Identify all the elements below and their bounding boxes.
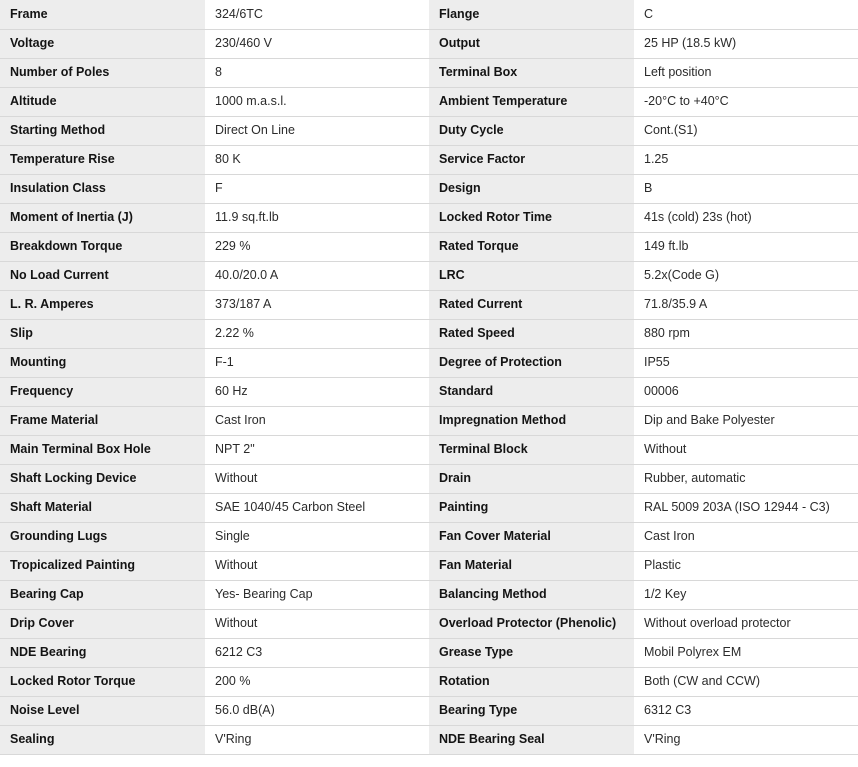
spec-value: Single <box>205 522 429 551</box>
spec-label: Flange <box>429 0 634 29</box>
spec-value: NPT 2" <box>205 435 429 464</box>
spec-table-right-body <box>429 0 858 754</box>
spec-value: F-1 <box>205 348 429 377</box>
spec-row <box>0 348 429 377</box>
spec-label: NDE Bearing <box>0 638 205 667</box>
spec-value: 25 HP (18.5 kW) <box>634 29 858 58</box>
spec-row <box>429 638 858 667</box>
spec-row <box>0 29 429 58</box>
spec-row <box>429 232 858 261</box>
spec-row <box>0 319 429 348</box>
spec-row <box>429 261 858 290</box>
spec-value: Without <box>634 435 858 464</box>
spec-label: Main Terminal Box Hole <box>0 435 205 464</box>
spec-label: Frame <box>0 0 205 29</box>
spec-row <box>0 0 429 29</box>
spec-row <box>429 87 858 116</box>
spec-row <box>0 696 429 725</box>
spec-row <box>0 580 429 609</box>
spec-label: Grease Type <box>429 638 634 667</box>
spec-value: Without overload protector <box>634 609 858 638</box>
spec-label: Overload Protector (Phenolic) <box>429 609 634 638</box>
spec-label: Frame Material <box>0 406 205 435</box>
spec-value: 200 % <box>205 667 429 696</box>
spec-value: F <box>205 174 429 203</box>
spec-label: Number of Poles <box>0 58 205 87</box>
spec-value: RAL 5009 203A (ISO 12944 - C3) <box>634 493 858 522</box>
spec-value: V'Ring <box>634 725 858 754</box>
spec-label: Bearing Cap <box>0 580 205 609</box>
spec-label: Fan Cover Material <box>429 522 634 551</box>
spec-label: Fan Material <box>429 551 634 580</box>
spec-label: NDE Bearing Seal <box>429 725 634 754</box>
spec-row <box>0 87 429 116</box>
spec-value: 6212 C3 <box>205 638 429 667</box>
spec-row <box>429 464 858 493</box>
spec-label: Grounding Lugs <box>0 522 205 551</box>
spec-value: Cast Iron <box>634 522 858 551</box>
spec-value: Left position <box>634 58 858 87</box>
spec-row <box>0 406 429 435</box>
spec-value: 1000 m.a.s.l. <box>205 87 429 116</box>
spec-table-left <box>0 0 429 755</box>
spec-row <box>429 145 858 174</box>
spec-label: Voltage <box>0 29 205 58</box>
spec-row <box>429 290 858 319</box>
spec-label: Design <box>429 174 634 203</box>
spec-label: Noise Level <box>0 696 205 725</box>
spec-column-right <box>429 0 858 755</box>
spec-value: 229 % <box>205 232 429 261</box>
spec-value: 880 rpm <box>634 319 858 348</box>
spec-value: 80 K <box>205 145 429 174</box>
spec-value: Plastic <box>634 551 858 580</box>
spec-value: Both (CW and CCW) <box>634 667 858 696</box>
spec-row <box>0 522 429 551</box>
spec-row <box>429 377 858 406</box>
spec-label: Rated Current <box>429 290 634 319</box>
spec-column-left <box>0 0 429 755</box>
spec-row <box>429 522 858 551</box>
spec-value: Without <box>205 464 429 493</box>
spec-label: Slip <box>0 319 205 348</box>
spec-label: Rated Speed <box>429 319 634 348</box>
spec-row <box>429 203 858 232</box>
spec-value: Without <box>205 609 429 638</box>
spec-value: Cont.(S1) <box>634 116 858 145</box>
spec-row <box>0 551 429 580</box>
spec-value: SAE 1040/45 Carbon Steel <box>205 493 429 522</box>
spec-label: Service Factor <box>429 145 634 174</box>
spec-label: Terminal Block <box>429 435 634 464</box>
spec-value: Direct On Line <box>205 116 429 145</box>
spec-row <box>0 174 429 203</box>
spec-label: Moment of Inertia (J) <box>0 203 205 232</box>
spec-label: Terminal Box <box>429 58 634 87</box>
spec-row <box>0 493 429 522</box>
spec-row <box>0 116 429 145</box>
spec-value: Cast Iron <box>205 406 429 435</box>
spec-value: 56.0 dB(A) <box>205 696 429 725</box>
spec-table-right <box>429 0 858 755</box>
spec-label: Locked Rotor Time <box>429 203 634 232</box>
spec-table-left-body <box>0 0 429 754</box>
spec-value: 5.2x(Code G) <box>634 261 858 290</box>
spec-value: -20°C to +40°C <box>634 87 858 116</box>
spec-row <box>0 435 429 464</box>
spec-row <box>429 696 858 725</box>
spec-label: Frequency <box>0 377 205 406</box>
spec-value: 60 Hz <box>205 377 429 406</box>
spec-value: 230/460 V <box>205 29 429 58</box>
spec-row <box>0 609 429 638</box>
spec-row <box>429 551 858 580</box>
spec-value: 71.8/35.9 A <box>634 290 858 319</box>
spec-label: Mounting <box>0 348 205 377</box>
spec-row <box>429 667 858 696</box>
spec-row <box>0 725 429 754</box>
spec-row <box>0 638 429 667</box>
spec-label: Ambient Temperature <box>429 87 634 116</box>
spec-label: Output <box>429 29 634 58</box>
spec-value: Mobil Polyrex EM <box>634 638 858 667</box>
spec-value: 00006 <box>634 377 858 406</box>
spec-value: B <box>634 174 858 203</box>
spec-label: Shaft Material <box>0 493 205 522</box>
spec-value: Rubber, automatic <box>634 464 858 493</box>
spec-value: 11.9 sq.ft.lb <box>205 203 429 232</box>
spec-row <box>429 580 858 609</box>
spec-value: 373/187 A <box>205 290 429 319</box>
spec-row <box>0 145 429 174</box>
spec-label: Temperature Rise <box>0 145 205 174</box>
spec-label: Standard <box>429 377 634 406</box>
spec-label: Starting Method <box>0 116 205 145</box>
spec-label: Impregnation Method <box>429 406 634 435</box>
spec-row <box>429 116 858 145</box>
spec-row <box>429 58 858 87</box>
spec-row <box>429 348 858 377</box>
spec-row <box>429 406 858 435</box>
spec-label: Rated Torque <box>429 232 634 261</box>
spec-value: Yes- Bearing Cap <box>205 580 429 609</box>
spec-label: Tropicalized Painting <box>0 551 205 580</box>
spec-value: 41s (cold) 23s (hot) <box>634 203 858 232</box>
spec-row <box>429 319 858 348</box>
spec-label: LRC <box>429 261 634 290</box>
spec-label: Breakdown Torque <box>0 232 205 261</box>
spec-label: Balancing Method <box>429 580 634 609</box>
spec-row <box>429 435 858 464</box>
spec-label: Rotation <box>429 667 634 696</box>
spec-row <box>0 290 429 319</box>
spec-label: No Load Current <box>0 261 205 290</box>
spec-label: Locked Rotor Torque <box>0 667 205 696</box>
spec-value: 324/6TC <box>205 0 429 29</box>
spec-row <box>429 609 858 638</box>
spec-label: L. R. Amperes <box>0 290 205 319</box>
spec-row <box>0 377 429 406</box>
spec-value: 40.0/20.0 A <box>205 261 429 290</box>
spec-value: V'Ring <box>205 725 429 754</box>
spec-label: Degree of Protection <box>429 348 634 377</box>
spec-row <box>429 725 858 754</box>
spec-value: 1/2 Key <box>634 580 858 609</box>
spec-row <box>0 667 429 696</box>
spec-label: Drain <box>429 464 634 493</box>
spec-label: Drip Cover <box>0 609 205 638</box>
spec-row <box>0 464 429 493</box>
spec-value: 1.25 <box>634 145 858 174</box>
spec-label: Duty Cycle <box>429 116 634 145</box>
spec-value: Dip and Bake Polyester <box>634 406 858 435</box>
spec-label: Altitude <box>0 87 205 116</box>
spec-value: 149 ft.lb <box>634 232 858 261</box>
spec-label: Bearing Type <box>429 696 634 725</box>
spec-row <box>429 0 858 29</box>
spec-row <box>429 29 858 58</box>
spec-label: Painting <box>429 493 634 522</box>
spec-value: Without <box>205 551 429 580</box>
spec-row <box>0 232 429 261</box>
spec-row <box>0 261 429 290</box>
spec-value: 8 <box>205 58 429 87</box>
spec-value: C <box>634 0 858 29</box>
spec-row <box>429 493 858 522</box>
spec-label: Sealing <box>0 725 205 754</box>
spec-row <box>0 58 429 87</box>
spec-value: 6312 C3 <box>634 696 858 725</box>
spec-row <box>0 203 429 232</box>
spec-value: IP55 <box>634 348 858 377</box>
spec-value: 2.22 % <box>205 319 429 348</box>
spec-label: Shaft Locking Device <box>0 464 205 493</box>
spec-label: Insulation Class <box>0 174 205 203</box>
spec-row <box>429 174 858 203</box>
